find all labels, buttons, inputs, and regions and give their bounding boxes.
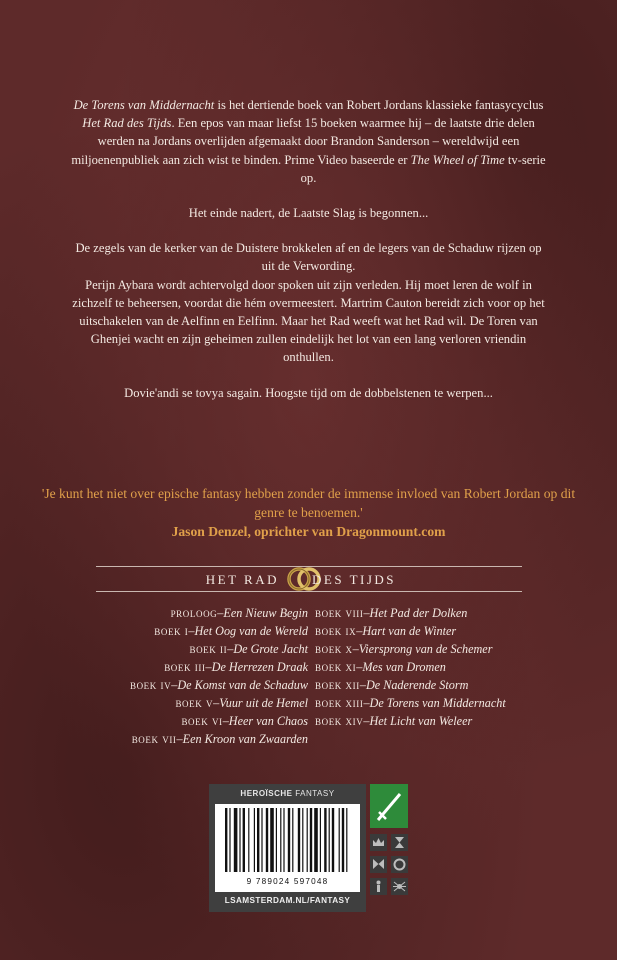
book-number: boek xi — [315, 660, 357, 674]
spider-icon — [391, 878, 408, 895]
blurb-paragraph-characters: Perijn Aybara wordt achtervolgd door spoken uit zijn verleden. Hij moet leren de wolf in zichzelf te beheersen, voordat die hém overmeestert. Martrim Cauton bereidt zich voor op het uitschakelen van de Aelfinn en Eelfinn. Maar het Rad weeft wat het Rad wil. De Toren van Ghenjei wacht en zijn geheimen zullen eindelijk het lot van een lang verloren vriendin onthullen. — [72, 277, 545, 365]
series-name-left: HET RAD — [205, 572, 279, 587]
butterfly-icon — [370, 856, 387, 873]
book-separator: – — [222, 714, 229, 728]
book-number: boek iv — [129, 678, 172, 692]
book-list-item — [130, 658, 308, 676]
barcode-bar — [298, 808, 300, 872]
book-number: boek vi — [181, 714, 223, 728]
barcode-bar — [339, 808, 340, 872]
barcode-bar — [280, 808, 281, 872]
series-title-italic: Het Rad des Tijds — [82, 116, 172, 131]
book-number: boek vii — [131, 732, 177, 746]
book-title: Vuur uit de Hemel — [219, 696, 308, 710]
book-number: boek xiii — [315, 696, 364, 710]
book-number: boek xiv — [315, 714, 364, 728]
book-list-item — [315, 712, 506, 730]
book-title: Een Nieuw Begin — [223, 606, 308, 620]
book-title: Het Licht van Weleer — [369, 714, 473, 728]
genre-label: HEROÏSCHE FANTASY — [240, 789, 335, 798]
blurb-intro: De Torens van Middernacht is het dertiende boek van Robert Jordans klassieke fantasycyclus Het Rad des Tijds. Een epos van maar liefst 15 boeken waarmee hij – de laatste drie delen werden na Jordans overlijden afgemaakt door Brandon Sanderson – wereldwijd een miljoenenpubliek aan zich wist te binden. Prime Video baseerde er The Wheel of Time tv-serie op. — [71, 98, 546, 185]
barcode-bar — [276, 808, 277, 872]
book-title: Viersprong van de Schemer — [358, 642, 493, 656]
genre-badge — [370, 784, 408, 828]
blurb-closing: Dovie'andi se tovya sagain. Hoogste tijd om de dobbelstenen te werpen... — [124, 385, 493, 400]
hourglass-icon — [391, 834, 408, 851]
barcode-bar — [270, 808, 274, 872]
sword-icon — [370, 784, 408, 828]
book-separator: – — [213, 696, 220, 710]
book-number: boek ii — [189, 642, 228, 656]
book-title: De Herrezen Draak — [211, 660, 308, 674]
barcode-bar — [261, 808, 262, 872]
barcode-area — [215, 804, 360, 892]
book-list-item — [130, 640, 308, 658]
barcode-bar — [302, 808, 303, 872]
barcode-icon — [215, 804, 360, 874]
quote-attribution: Jason Denzel, oprichter van Dragonmount.com — [171, 524, 446, 539]
figure-icon — [370, 878, 387, 895]
barcode-bar — [254, 808, 255, 872]
book-title: De Torens van Middernacht — [369, 696, 506, 710]
barcode-bar — [243, 808, 245, 872]
book-title: Het Oog van de Wereld — [194, 624, 308, 638]
book-list-item — [130, 604, 308, 622]
book-list-item — [315, 658, 506, 676]
book-list-right — [315, 604, 506, 730]
series-header — [96, 566, 522, 592]
barcode-bar — [292, 808, 293, 872]
book-title: De Komst van de Schaduw — [177, 678, 308, 692]
tv-series-italic: The Wheel of Time — [410, 152, 505, 167]
book-title-italic: De Torens van Middernacht — [73, 98, 215, 112]
barcode-bar — [266, 808, 268, 872]
barcode-bar — [310, 808, 312, 872]
back-cover-blurb — [70, 96, 547, 419]
book-list-item — [130, 676, 308, 694]
barcode-bar — [346, 808, 347, 872]
book-separator: – — [217, 606, 224, 620]
book-list-item — [315, 676, 506, 694]
review-quote — [40, 484, 577, 541]
book-number: boek ix — [315, 624, 357, 638]
barcode-bar — [329, 808, 330, 872]
barcode-panel — [209, 784, 366, 912]
book-list-item — [315, 622, 506, 640]
book-list-item — [315, 694, 506, 712]
publisher-url: LSAMSTERDAM.NL/FANTASY — [224, 896, 351, 905]
book-list-left — [130, 604, 308, 748]
book-separator: – — [363, 606, 370, 620]
barcode-bar — [257, 808, 259, 872]
book-separator: – — [363, 714, 370, 728]
book-number: boek viii — [315, 606, 364, 620]
series-name-right: DES TIJDS — [312, 572, 397, 587]
book-separator: – — [359, 678, 366, 692]
barcode-bar — [342, 808, 344, 872]
barcode-bar — [314, 808, 318, 872]
book-list-item — [315, 604, 506, 622]
book-separator: – — [188, 624, 195, 638]
barcode-bar — [225, 808, 227, 872]
isbn-number: 9 789024 597048 — [246, 877, 329, 886]
book-separator: – — [227, 642, 234, 656]
barcode-bar — [283, 808, 284, 872]
blurb-paragraph-seals: De zegels van de kerker van de Duistere brokkelen af en de legers van de Schaduw rijzen op uit de Verwording. — [75, 241, 542, 274]
book-separator: – — [352, 642, 359, 656]
barcode-bar — [248, 808, 249, 872]
blurb-tagline: Het einde nadert, de Laatste Slag is begonnen... — [188, 206, 429, 221]
book-separator: – — [205, 660, 212, 674]
book-number: proloog — [170, 606, 218, 620]
book-list-item — [315, 640, 506, 658]
book-list-item — [130, 694, 308, 712]
barcode-bar — [324, 808, 326, 872]
barcode-bar — [239, 808, 240, 872]
book-number: boek v — [175, 696, 214, 710]
book-title: De Naderende Storm — [365, 678, 469, 692]
book-number: boek iii — [164, 660, 206, 674]
barcode-bar — [229, 808, 230, 872]
book-list-item — [130, 712, 308, 730]
book-number: boek xii — [315, 678, 360, 692]
barcode-bar — [288, 808, 290, 872]
dragon-icon — [391, 856, 408, 873]
book-title: Een Kroon van Zwaarden — [182, 732, 308, 746]
book-separator: – — [171, 678, 178, 692]
book-number: boek i — [154, 624, 189, 638]
book-list-item — [130, 730, 308, 748]
barcode-bar — [234, 808, 238, 872]
barcode-bar — [320, 808, 321, 872]
book-separator: – — [356, 660, 363, 674]
book-title: Mes van Dromen — [362, 660, 446, 674]
book-title: Hart van de Winter — [362, 624, 457, 638]
book-list-item — [130, 622, 308, 640]
barcode-bar — [332, 808, 334, 872]
book-title: De Grote Jacht — [233, 642, 308, 656]
book-separator: – — [356, 624, 363, 638]
book-title: Heer van Chaos — [228, 714, 308, 728]
quote-text: 'Je kunt het niet over epische fantasy hebben zonder de immense invloed van Robert Jordan op dit genre te benoemen.' — [41, 486, 576, 520]
book-separator: – — [176, 732, 183, 746]
book-title: Het Pad der Dolken — [369, 606, 468, 620]
barcode-bar — [307, 808, 308, 872]
crown-icon — [370, 834, 387, 851]
book-separator: – — [363, 696, 370, 710]
book-number: boek x — [315, 642, 353, 656]
